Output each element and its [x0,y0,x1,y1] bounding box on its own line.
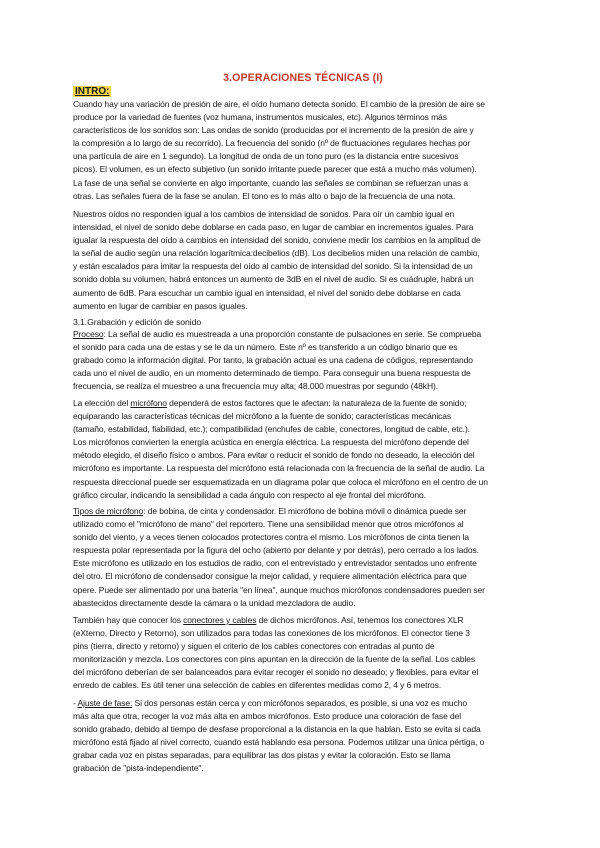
microphone-types-line: respuesta polar representada por la figura del ocho (abierto por delante y por detrás), pero cerrado a los lados. [73,545,479,556]
phase-adjust-paragraph [73,697,533,776]
connectors-line: enredo de cables. Es útil tener una selección de cables en diferentes medidas como 2, 4 y 6 metros. [73,680,442,691]
microphone-choice-prefix: La elección del [73,398,131,408]
microphone-choice-line: método elegido, el diseño físico o ambos. Para evitar o reducir el sonido de fondo no deseado, la elección del [73,450,475,461]
phase-adjust-line: grabación de "pista-independiente". [73,763,204,774]
connectors-line: (eXterno, Directo y Retorno), son utilizados para todas las conexiones de los micrófonos. El conector tiene 3 [73,628,470,639]
connectors-line [73,614,533,627]
microphone-choice-line: Los micrófonos convierten la energía acústica en energía eléctrica. La respuesta del micrófono depende del [73,437,469,448]
intro-paragraph [73,98,533,203]
hearing-line: igualar la respuesta del oído a cambios en intensidad del sonido, conviene medir los cambios en la amplitud de [73,235,481,246]
document-title: 3.OPERACIONES TÉCNICAS (I) [223,72,383,84]
hearing-line: intensidad, el nivel de sonido debe doblarse en cada paso, en lugar de cambiar en incrementos iguales. Para [73,222,474,233]
microphone-types-line: abastecidos directamente desde la cámara o la unidad mezcladora de audio. [73,597,356,608]
microphone-link[interactable]: micrófono [130,398,167,408]
microphone-types-line: Este micrófono es utilizado en los estudios de radio, con el entrevistado y entrevistador sentados uno enfrente [73,558,477,569]
phase-adjust-line: grabar cada voz en pistas separadas, para equilibrar las dos pistas y evitar la coloración. Esto se llama [73,750,451,761]
hearing-line: aumento de 6dB. Para escuchar un cambio igual en intensidad, el nivel del sonido debe doblarse en cada [73,287,461,298]
intro-line: La fase de una señal se convierte en algo importante, cuando las señales se combinan se refuerzan unas a [73,177,469,188]
hearing-line: aumento en lugar de cambiar en pasos iguales. [73,300,248,311]
microphone-choice-line: micrófono es importante. La respuesta del micrófono está relacionada con la frecuencia de la señal de audio. La [73,463,485,474]
process-line: cada uno el nivel de audio, en un momento determinado de tiempo. Para conseguir una buena respuesta de [73,368,471,379]
microphone-choice-line [73,397,533,410]
microphone-types-line: del otro. El micrófono de condensador consigue la mejor calidad, y requiere alimentación eléctrica para que [73,571,467,582]
phase-adjust-line: más alta que otra, recoger la voz más alta en ambos micrófonos. Esto produce una coloración de fase del [73,711,462,722]
phase-adjust-prefix: - [73,698,78,708]
process-line: el sonido para cada una de estas y se le da un número. Este nº es transferido a un código binario que es [73,342,458,353]
connectors-line: del micrófono deberían de ser balanceados para evitar recoger el sonido no deseado; y flexibles, para evitar el [73,667,479,678]
phase-adjust-first: Si dos personas están cerca y con micrófonos separados, es posible, si una voz es mucho [132,698,467,708]
intro-line: característicos de los sonidos son: Las ondas de sonido (producidas por el incremento de la presión de aire y [73,125,474,136]
microphone-choice-paragraph [73,397,533,502]
microphone-types-line: opere. Puede ser alimentado por una batería "en línea", aunque muchos micrófonos condensadores pueden ser [73,584,485,595]
process-line: grabado como la información digital. Por tanto, la grabación actual es una cadena de códigos, representando [73,355,473,366]
connectors-line: pins (tierra, directo y retorno) y siguen el criterio de los cables conectores con entradas al punto de [73,641,435,652]
microphone-choice-line: gráfico circular, indicando la sensibilidad a cada ángulo con respecto al eje frontal del micrófono. [73,489,426,500]
microphone-types-line: sonido del viento, y a veces tienen colocados protectores contra el mismo. Los micrófonos de cinta tienen la [73,532,470,543]
microphone-types-line [73,505,533,518]
intro-line: produce por la variedad de fuentes (voz humana, instrumentos musicales, etc). Algunos términos más [73,112,447,123]
hearing-line: la señal de audio según una relación logarítmica:decibelios (dB). Los decibelios miden una relación de cambio, [73,248,480,259]
process-first-text: : La señal de audio es muestreada a una proporción constante de pulsaciones en serie. Se comprueba [103,329,482,339]
microphone-types-label: Tipos de micrófono [73,506,144,516]
intro-line: otras. Las señales fuera de la fase se anulan. El tono es lo más alto o bajo de la frecuencia de una nota. [73,190,456,201]
microphone-types-paragraph [73,505,533,610]
microphone-choice-line: respuesta direccional puede ser esquematizada en un diagrama polar que coloca el micrófono en el centro de un [73,476,488,487]
intro-line: una partícula de aire en 1 segundo). La longitud de onda de un tono puro (es la distancia entre sucesivos [73,151,459,162]
phase-adjust-link[interactable]: Ajuste de fase: [77,698,133,708]
intro-line: picos). El volumen, es un efecto subjetivo (un sonido irritante puede parecer que está a mucho más volumen). [73,164,477,175]
connectors-first: de dichos micrófonos. Así, tenemos los conectores XLR [256,615,464,625]
intro-label: INTRO: [75,86,110,97]
phase-adjust-line: micrófono está fijado al nivel correcto, cuando está hablando esa persona. Podemos utilizar una única pértiga, o [73,737,485,748]
hearing-line: y están escalados para imitar la respuesta del oído al cambio de intensidad del sonido. Si la intensidad de un [73,261,473,272]
connectors-paragraph [73,614,533,693]
microphone-types-line: utilizado como el "micrófono de mano" del reportero. Tiene una sensibilidad menor que otros micrófonos al [73,519,464,530]
intro-line: Cuando hay una variación de presión de aire, el oído humano detecta sonido. El cambio de la presión de aire se [73,99,485,109]
microphone-types-first: : de bobina, de cinta y condensador. El micrófono de bobina móvil o dinámica puede ser [143,506,467,516]
phase-adjust-line [73,697,533,710]
process-line: frecuencia, se realiza el muestreo a una frecuencia muy alta; 48.000 muestras por segundo (48kH). [73,381,438,392]
hearing-line: Nuestros oídos no responden igual a los cambios de intensidad de sonidos. Para oír un cambio igual en [73,209,455,219]
connectors-link[interactable]: conectores y cables [183,615,257,625]
process-label: Proceso [73,329,104,339]
hearing-line: sonido dobla su volumen, habrá entonces un aumento de 3dB en el nivel de audio. Si es cuádruple, habrá un [73,274,474,285]
microphone-choice-line: (tamaño, estabilidad, fiabilidad, etc.); compatibilidad (enchufes de cable, conectores, longitud de cable, etc.). [73,424,470,435]
microphone-choice-first: dependerá de estos factores que le afectan: la naturaleza de la fuente de sonido; [166,398,467,408]
phase-adjust-line: sonido grabado, debido al tiempo de desfase proporcional a la distancia en la que hablan. Esto se evita si cada [73,724,481,735]
microphone-choice-line: equiparando las características técnicas del micrófono a la fuente de sonido; características mecánicas [73,411,452,422]
process-paragraph [73,328,533,393]
section-heading-text: 3.1.Grabación y edición de sonido [73,317,202,327]
connectors-line: monitorización y mezcla. Los conectores con pins apuntan en la dirección de la fuente de la señal. Los cables [73,654,476,665]
intro-line: la compresión a lo largo de su recorrido). La frecuencia del sonido (nº de fluctuaciones regulares hechas por [73,138,471,149]
hearing-paragraph [73,208,533,313]
connectors-prefix: También hay que conocer los [73,615,184,625]
process-line [73,328,533,341]
